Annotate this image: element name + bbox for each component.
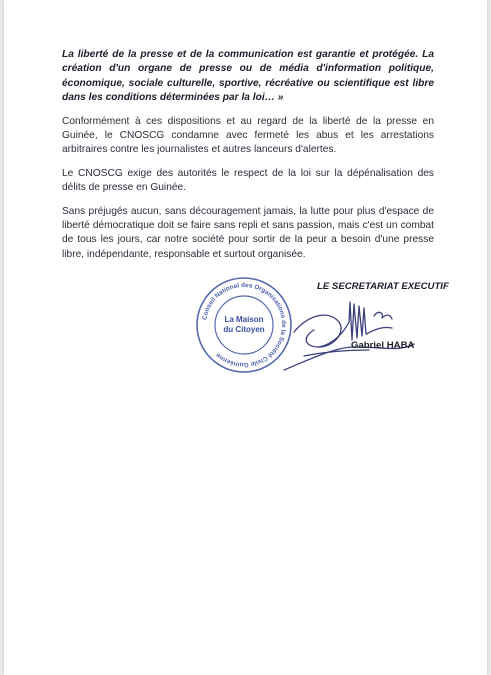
stamp-center-line2: du Citoyen <box>223 325 265 334</box>
paragraph-demand: Le CNOSCG exige des autorités le respect de la loi sur la dépénalisation des délits de presse en Guinée. <box>62 167 434 194</box>
paragraph-condemnation: Conformément à ces dispositions et au regard de la liberté de la presse en Guinée, le CNOSCG condamne avec fermeté les abus et les arrestations arbitraires contre les journalistes et autres lanceurs d'alertes. <box>62 115 434 156</box>
law-quote: La liberté de la presse et de la communication est garantie et protégée. La création d'un organe de presse ou de média d'information politique, économique, sociale culturelle, sportive, récréative ou scientifique est libre dans les conditions déterminées par la loi… » <box>62 49 434 104</box>
signatory-name: Gabriel HABA <box>351 340 415 351</box>
paragraph-struggle: Sans préjugés aucun, sans découragement jamais, la lutte pour plus d'espace de liberté démocratique doit se faire sans repli et sans passion, mais c'est un combat de tous les jours, car notre société pour sortir de la peur a besoin d'une presse libre, indépendante, responsable et surtout organisée. <box>62 205 434 260</box>
body-text <box>62 48 434 271</box>
stamp-ring-text: Conseil National des Organisations de la Société Civile Guinéenne <box>201 281 288 369</box>
stamp-center-line1: La Maison <box>224 315 264 324</box>
signatory-title: LE SECRETARIAT EXECUTIF <box>317 281 449 292</box>
document-page <box>4 0 487 675</box>
